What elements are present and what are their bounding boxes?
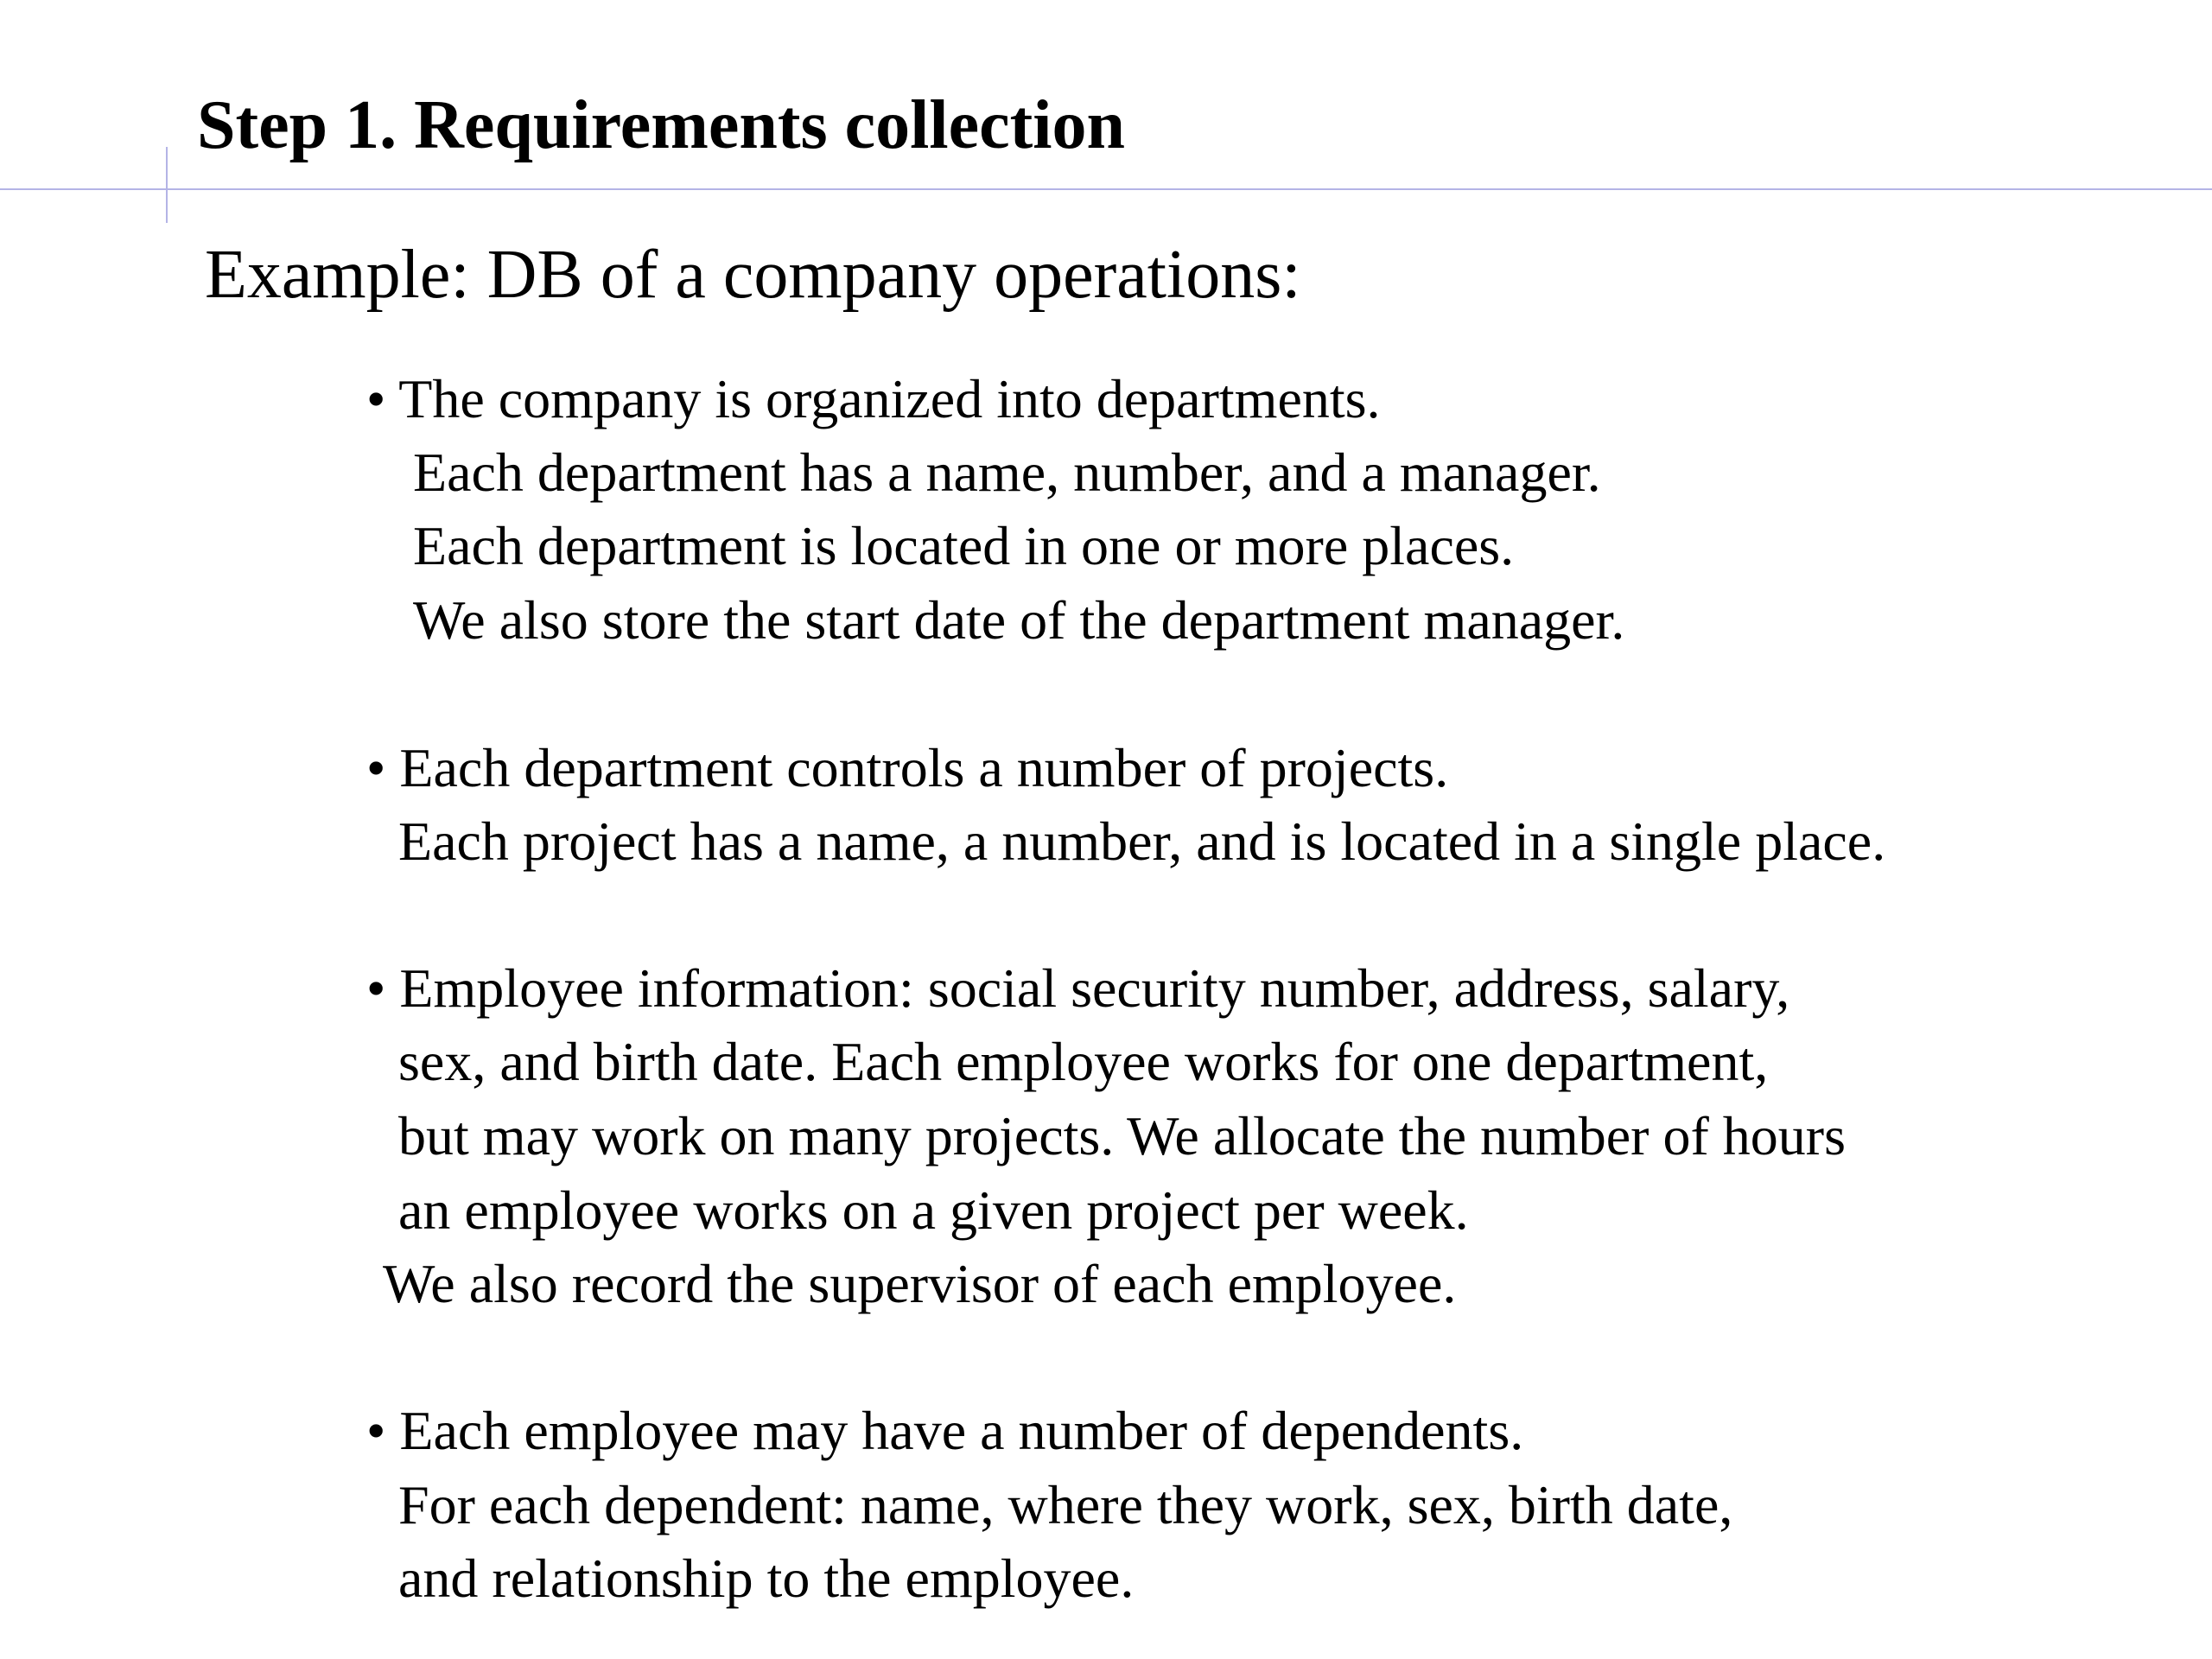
slide-subtitle: Example: DB of a company operations: [205, 237, 1301, 313]
bullet-departments-line-4: We also store the start date of the department manager. [413, 589, 1625, 651]
bullet-projects-line-1: • Each department controls a number of projects. [366, 737, 1449, 798]
bullet-dependents-line-2: For each dependent: name, where they work, sex, birth date, [398, 1474, 1733, 1535]
bullet-dependents-line-3: and relationship to the employee. [398, 1548, 1135, 1609]
bullet-departments-line-3: Each department is located in one or more places. [413, 515, 1515, 576]
bullet-projects-line-2: Each project has a name, a number, and is located in a single place. [398, 810, 1886, 872]
bullet-departments-line-1: • The company is organized into departments. [366, 368, 1381, 429]
bullet-employees-line-3: but may work on many projects. We allocate the number of hours [398, 1105, 1846, 1166]
bullet-employees-line-5: We also record the supervisor of each employee. [383, 1253, 1457, 1314]
bullet-employees-line-1: • Employee information: social security number, address, salary, [366, 957, 1790, 1019]
bullet-employees-line-2: sex, and birth date. Each employee works for one department, [398, 1031, 1769, 1092]
bullet-employees-line-4: an employee works on a given project per week. [398, 1179, 1469, 1241]
header-rule [0, 188, 2212, 190]
bullet-departments-line-2: Each department has a name, number, and a manager. [413, 442, 1601, 503]
slide-title: Step 1. Requirements collection [197, 87, 1125, 163]
header-rule-tick [166, 147, 168, 223]
bullet-dependents-line-1: • Each employee may have a number of dependents. [366, 1400, 1524, 1461]
